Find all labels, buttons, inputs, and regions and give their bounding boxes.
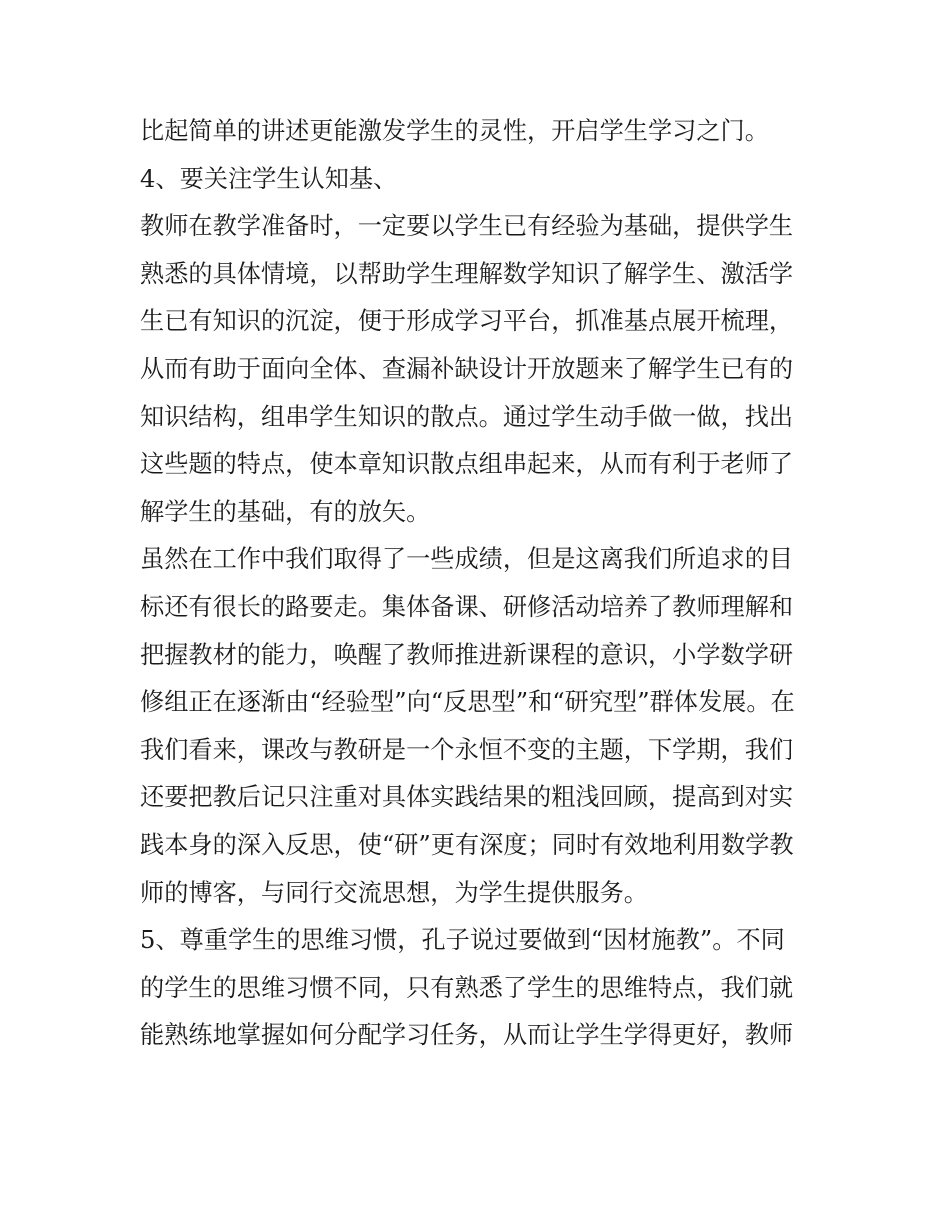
text-line: 从而有助于面向全体、查漏补缺设计开放题来了解学生已有的 <box>140 354 794 383</box>
text-line: 我们看来，课改与教研是一个永恒不变的主题，下学期，我们 <box>140 735 794 764</box>
text-line: 还要把教后记只注重对具体实践结果的粗浅回顾，提高到对实 <box>140 783 794 812</box>
text-line: 的学生的思维习惯不同，只有熟悉了学生的思维特点，我们就 <box>140 973 794 1002</box>
text-line: 解学生的基础，有的放矢。 <box>140 497 431 526</box>
text-line: 知识结构，组串学生知识的散点。通过学生动手做一做，找出 <box>140 402 794 431</box>
text-line: 标还有很长的路要走。集体备课、研修活动培养了教师理解和 <box>140 592 794 621</box>
section-heading-4: 4、要关注学生认知基、 <box>140 164 398 193</box>
text-line: 这些题的特点，使本章知识散点组串起来，从而有利于老师了 <box>140 450 794 479</box>
text-line: 生已有知识的沉淀，便于形成学习平台，抓准基点展开梳理， <box>140 307 794 336</box>
body-text <box>140 108 820 1060</box>
text-line: 能熟练地掌握如何分配学习任务，从而让学生学得更好，教师 <box>140 1021 794 1050</box>
text-line: 熟悉的具体情境，以帮助学生理解数学知识了解学生、激活学 <box>140 259 794 288</box>
text-line: 比起简单的讲述更能激发学生的灵性，开启学生学习之门。 <box>140 117 769 145</box>
text-line: 修组正在逐渐由“经验型”向“反思型”和“研究型”群体发展。在 <box>140 688 795 717</box>
text-line: 虽然在工作中我们取得了一些成绩，但是这离我们所追求的目 <box>140 545 794 574</box>
section-heading-5: 5、尊重学生的思维习惯，孔子说过要做到“因材施教”。不同 <box>140 926 785 955</box>
text-line: 践本身的深入反思，使“研”更有深度；同时有效地利用数学教 <box>140 830 794 859</box>
text-line: 把握教材的能力，唤醒了教师推进新课程的意识，小学数学研 <box>140 640 794 669</box>
text-line: 师的博客，与同行交流思想，为学生提供服务。 <box>140 878 648 907</box>
text-line: 教师在教学准备时，一定要以学生已有经验为基础，提供学生 <box>140 212 794 241</box>
